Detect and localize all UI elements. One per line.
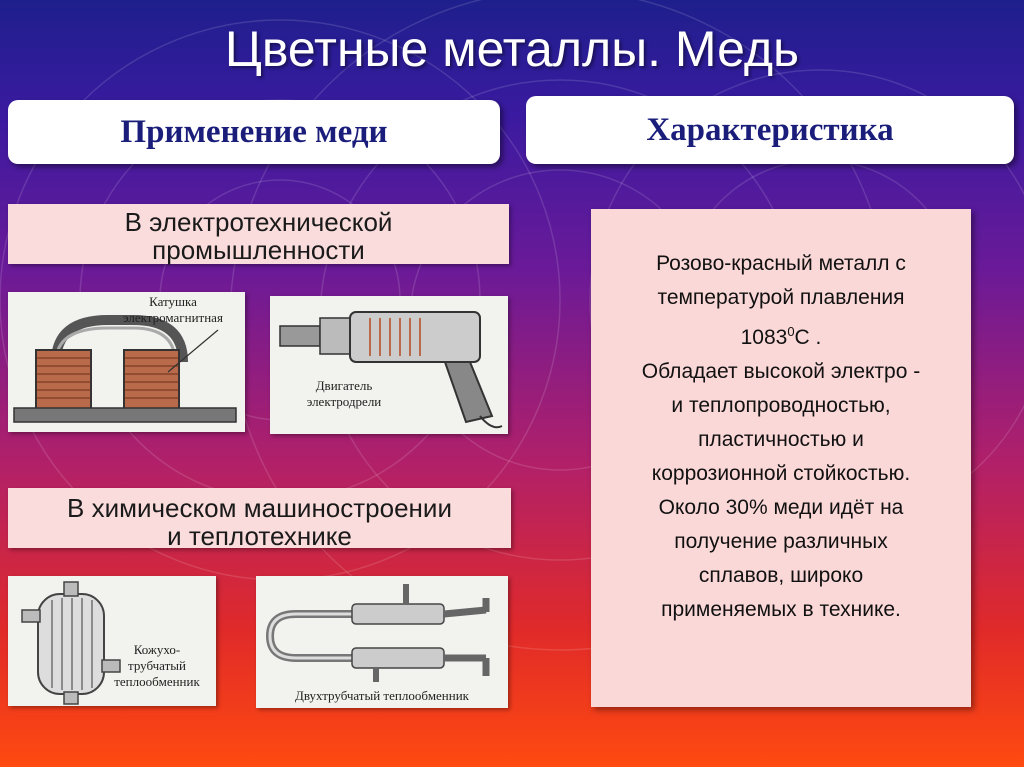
- caption-shell-tube: [100, 642, 214, 690]
- char-line-1: Розово-красный металл с: [656, 252, 906, 275]
- char-line-11: применяемых в технике.: [661, 598, 901, 621]
- section-chemical-label: [8, 488, 511, 551]
- image-electromagnetic-coil: [8, 292, 245, 432]
- caption-coil-line2: электромагнитная: [123, 310, 223, 325]
- image-drill-motor: [270, 296, 508, 434]
- char-line-9: получение различных: [674, 530, 888, 553]
- caption-shell-tube-line1: Кожухо-: [133, 642, 181, 657]
- image-shell-tube-exchanger: [8, 576, 216, 706]
- section-2-line2: и теплотехнике: [167, 521, 352, 551]
- char-line-8: Около 30% меди идёт на: [658, 496, 904, 519]
- caption-shell-tube-line3: теплообменник: [114, 674, 200, 689]
- char-line-6: пластичностью и: [698, 428, 864, 451]
- section-1-line2: промышленности: [152, 235, 365, 265]
- temp-unit: С .: [794, 326, 822, 349]
- melting-temp-value: 1083: [740, 326, 788, 349]
- char-line-2: температурой плавления: [657, 286, 905, 309]
- section-electrotechnical-label: [8, 204, 509, 264]
- char-line-10: сплавов, широко: [698, 564, 864, 587]
- caption-double-pipe-line1: Двухтрубчатый теплообменник: [294, 688, 469, 703]
- caption-coil: [103, 294, 243, 326]
- caption-double-pipe: [260, 688, 504, 704]
- header-application: [8, 100, 500, 164]
- header-characteristic: [526, 96, 1014, 164]
- drill-drawing: [270, 296, 508, 434]
- caption-coil-line1: Катушка: [149, 294, 197, 309]
- section-1-line1: В электротехнической: [124, 207, 393, 237]
- caption-drill-line1: Двигатель: [315, 378, 373, 393]
- char-line-4: Обладает высокой электро -: [641, 360, 921, 383]
- header-application-label: Применение меди: [120, 113, 388, 150]
- header-characteristic-label: Характеристика: [646, 111, 894, 148]
- slide-title: Цветные металлы. Медь: [224, 21, 800, 77]
- caption-drill: [284, 378, 404, 410]
- char-line-5: и теплопроводностью,: [671, 394, 891, 417]
- characteristic-panel: [591, 209, 971, 707]
- char-line-3: [603, 315, 959, 355]
- degree-sup: 0: [787, 324, 795, 339]
- caption-drill-line2: электродрели: [306, 394, 382, 409]
- char-line-7: коррозионной стойкостью.: [651, 462, 911, 485]
- image-double-pipe-exchanger: [256, 576, 508, 708]
- caption-shell-tube-line2: трубчатый: [128, 658, 186, 673]
- section-2-line1: В химическом машиностроении: [67, 493, 452, 523]
